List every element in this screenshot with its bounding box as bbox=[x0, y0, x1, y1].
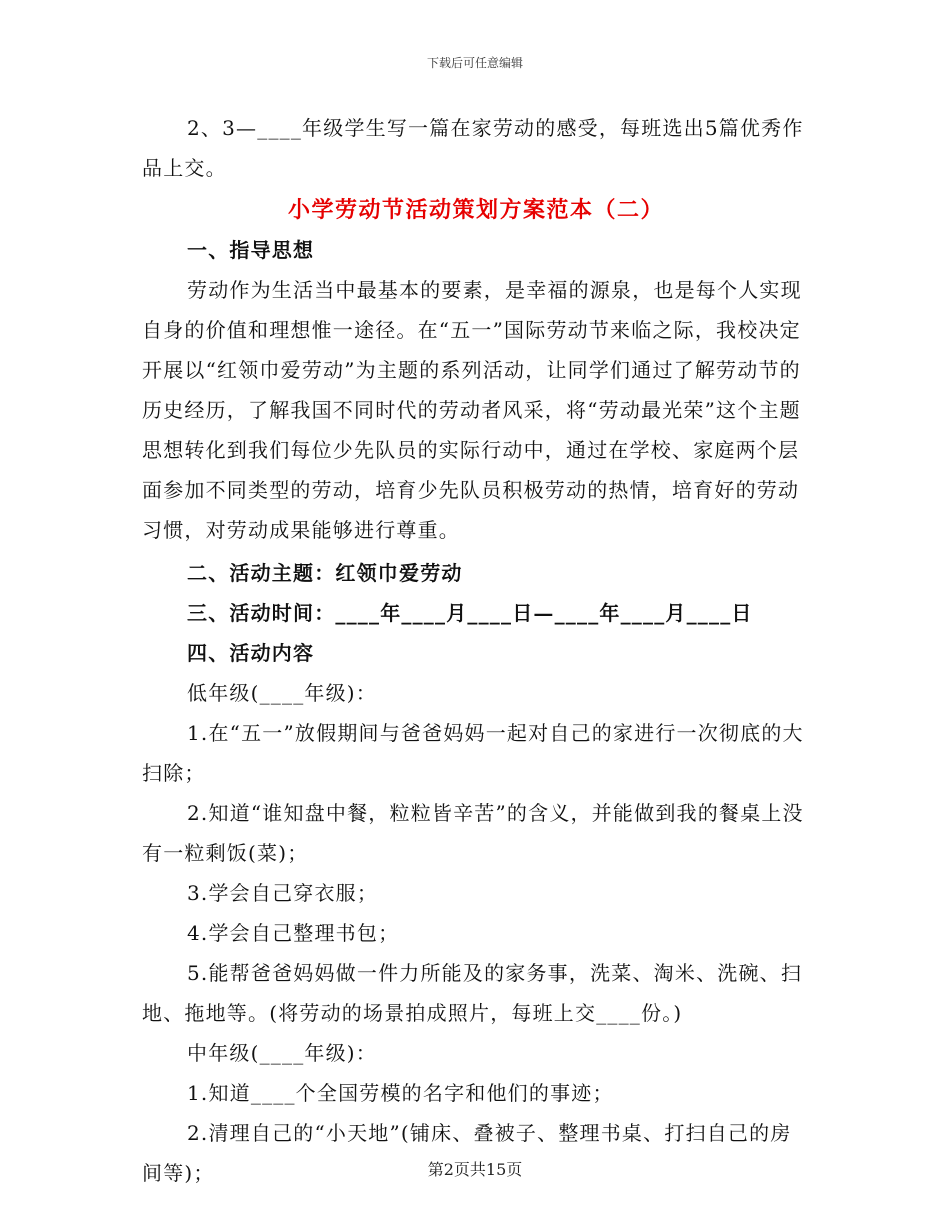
section-heading-theme: 二、活动主题：红领巾爱劳动 bbox=[187, 561, 463, 585]
low-grade-label: 低年级(____年级)： bbox=[187, 681, 378, 705]
intro-item: 2、3—____年级学生写一篇在家劳动的感受，每班选出5篇优秀作品上交。 bbox=[142, 116, 804, 180]
low-grade-item-3: 3.学会自己穿衣服； bbox=[187, 881, 379, 905]
section-heading-guiding-thought: 一、指导思想 bbox=[187, 238, 315, 262]
section-heading-content: 四、活动内容 bbox=[187, 641, 315, 665]
low-grade-item-2: 2.知道“谁知盘中餐，粒粒皆辛苦”的含义，并能做到我的餐桌上没有一粒剩饭(菜)； bbox=[142, 801, 804, 865]
section-body-guiding-thought: 劳动作为生活当中最基本的要素，是幸福的源泉，也是每个人实现自身的价值和理想惟一途径。在“五一”国际劳动节来临之际，我校决定开展以“红领巾爱劳动”为主题的系列活动，让同学们通过了解劳动节的历史经历，了解我国不同时代的劳动者风采，将“劳动最光荣”这个主题思想转化到我们每位少先队员的实际行动中，通过在学校、家庭两个层面参加不同类型的劳动，培育少先队员积极劳动的热情，培育好的劳动习惯，对劳动成果能够进行尊重。 bbox=[142, 278, 802, 542]
document-title: 小学劳动节活动策划方案范本（二） bbox=[287, 197, 664, 223]
mid-grade-item-1: 1.知道____个全国劳模的名字和他们的事迹； bbox=[187, 1081, 614, 1105]
low-grade-item-4: 4.学会自己整理书包； bbox=[187, 921, 400, 945]
low-grade-item-5: 5.能帮爸爸妈妈做一件力所能及的家务事，洗菜、淘米、洗碗、扫地、拖地等。(将劳动的场景拍成照片，每班上交____份。) bbox=[142, 961, 803, 1025]
mid-grade-item-2: 2.清理自己的“小天地”(铺床、叠被子、整理书桌、打扫自己的房间等)； bbox=[142, 1121, 792, 1185]
section-heading-time: 三、活动时间：____年____月____日—____年____月____日 bbox=[187, 601, 753, 625]
document-body bbox=[142, 108, 810, 1193]
page-header: 下载后可任意编辑 bbox=[426, 56, 523, 70]
low-grade-item-1: 1.在“五一”放假期间与爸爸妈妈一起对自己的家进行一次彻底的大扫除； bbox=[142, 721, 804, 785]
page-indicator: 第2页共15页 bbox=[427, 1160, 523, 1179]
mid-grade-label: 中年级(____年级)： bbox=[187, 1041, 378, 1065]
